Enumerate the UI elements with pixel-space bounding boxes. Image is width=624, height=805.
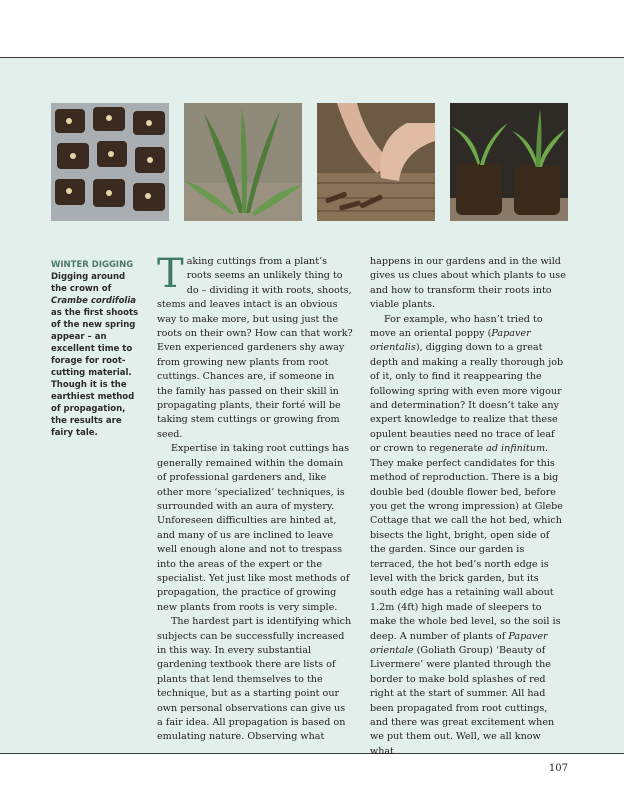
p5-text-a: For example, who hasn’t tried to move an oriental poppy ( xyxy=(370,313,543,340)
caption-italic: Crambe cordifolia xyxy=(51,296,136,306)
paragraph-2: Expertise in taking root cuttings has generally remained within the domain of professional gardeners and, like other more ‘specialized’ techniques, is surrounded with an aura of mystery. Unforeseen difficulties are hinted at, and many of us are inclined to leave well enough alone and not to trespass into the areas of the expert or the specialist. Yet just like most methods of propagation, the practice of growing new plants from roots is very simple. xyxy=(157,443,350,613)
photo-seed-tray xyxy=(51,103,169,221)
caption-text-2: as the first shoots of the new spring appear – an excellent time to forage for root-cutting material. Though it is the earthiest method of propagation, the results are fairy tale. xyxy=(51,308,139,438)
photo-crambe-shoots xyxy=(184,103,302,221)
p5-text-b: ), digging down to a great depth and making a really thorough job of it, only to find it reappearing the following spring with even more vigour and determination? It doesn’t take any expert knowledge to realize that these opulent beauties need no trace of leaf or crown to regenerate xyxy=(370,342,564,455)
p5-text-d: (Goliath Group) ‘Beauty of Livermere’ were planted through the border to make bold splashes of red right at the start of summer. All had been propagated from root cuttings, and there was great excitement when we put them out. Well, we all know what xyxy=(370,644,555,757)
text-column-2 xyxy=(370,255,566,757)
photo-caption xyxy=(51,259,143,439)
hands-cutting-image xyxy=(317,103,435,221)
paragraph-1-text: aking cuttings from a plant’s roots seems an unlikely thing to do – dividing it with roots, shoots, stems and leaves intact is an obvious way to make more, but using just the roots on their own? How can that work? Even experienced gardeners shy away from growing new plants from root cuttings. Chances are, if someone in the family has passed on their skill in propagating plants, their forté will be taking stem cuttings or growing from seed. xyxy=(157,256,353,440)
crambe-shoots-image xyxy=(184,103,302,221)
seed-tray-image xyxy=(51,103,169,221)
p5-text-c: . They make perfect candidates for this method of reproduction. There is a big double bed (double flower bed, before you get the wrong impression) at Glebe Cottage that we call the hot bed, which bisects the light, bright, open side of the garden. Since our garden is terraced, the hot bed’s north edge is level with the brick garden, but its south edge has a retaining wall about 1.2m (4ft) high made of sleepers to make the whole bed level, so the soil is deep. A number of plants of xyxy=(370,443,563,642)
paragraph-4: happens in our gardens and in the wild gives us clues about which plants to use and how to transform their roots into viable plants. xyxy=(370,256,566,311)
caption-heading: WINTER DIGGING xyxy=(51,260,134,270)
p5-italic-2: ad infinitum xyxy=(486,443,546,455)
paragraph-5 xyxy=(370,313,566,760)
text-column-1 xyxy=(157,251,353,749)
paragraph-1 xyxy=(157,251,353,442)
photo-hands-cutting xyxy=(317,103,435,221)
potted-plants-image xyxy=(450,103,568,221)
page-number: 107 xyxy=(548,763,568,774)
caption-text-1: Digging around the crown of xyxy=(51,272,126,294)
paragraph-3: The hardest part is identifying which subjects can be successfully increased in this way. In every substantial gardening textbook there are lists of plants that lend themselves to the technique, but as a starting point our own personal observations can give us a fair idea. All propagation is based on emulating nature. Observing what xyxy=(157,616,352,743)
p5-italic-1: Papaver orientalis xyxy=(370,328,531,354)
p5-italic-3: Papaver orientale xyxy=(370,630,548,656)
drop-cap: T xyxy=(157,251,184,297)
photo-potted-plants xyxy=(450,103,568,221)
